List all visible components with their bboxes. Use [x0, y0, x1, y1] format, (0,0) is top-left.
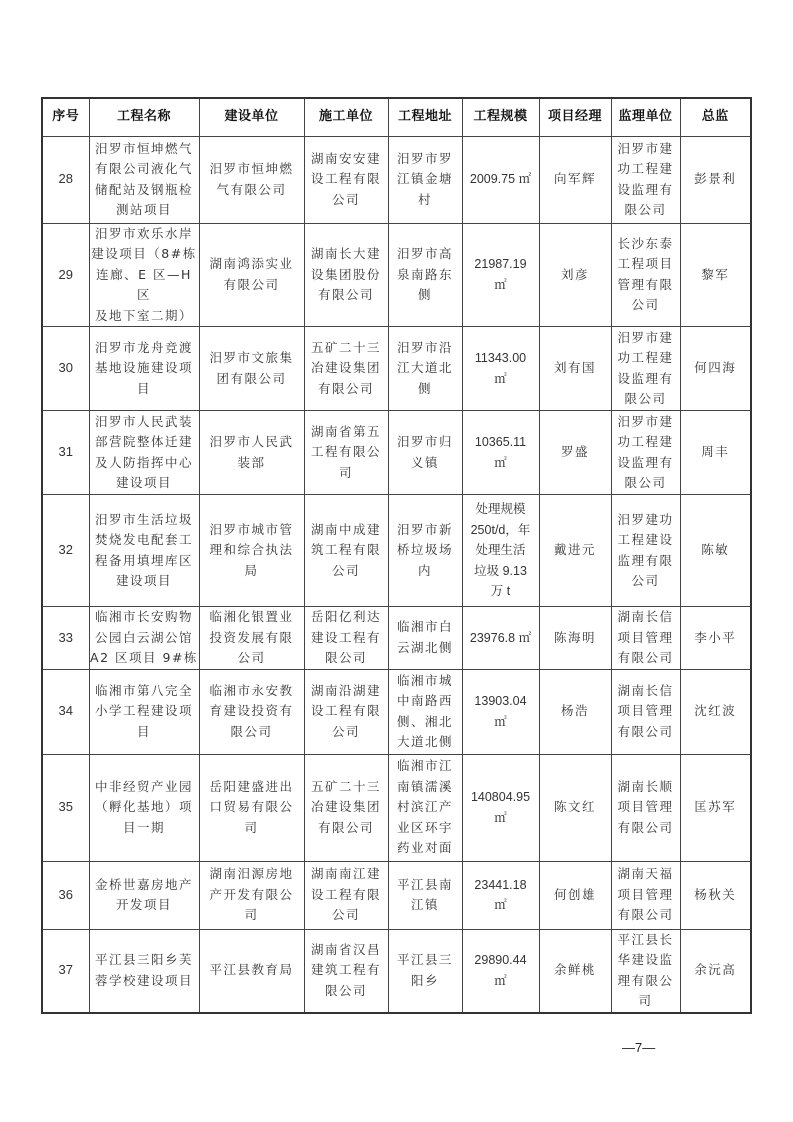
cell-project-manager: 陈文红	[539, 754, 611, 861]
header-address: 工程地址	[388, 98, 462, 136]
cell-supervisor: 长沙东泰 工程项目 管理有限 公司	[611, 223, 680, 327]
cell-chief-supervisor: 彭景利	[680, 136, 751, 223]
cell-project-name: 汨罗市龙舟竞渡 基地设施建设项 目	[89, 327, 199, 411]
cell-project-name: 汨罗市人民武装 部营院整体迁建 及人防指挥中心 建设项目	[89, 411, 199, 495]
cell-index: 37	[42, 929, 89, 1013]
cell-developer: 汨罗市文旅集 团有限公司	[199, 327, 304, 411]
cell-contractor: 湖南中成建 筑工程有限 公司	[304, 495, 388, 607]
header-developer: 建设单位	[199, 98, 304, 136]
cell-index: 33	[42, 607, 89, 670]
cell-index: 32	[42, 495, 89, 607]
cell-scale: 21987.19 ㎡	[462, 223, 539, 327]
cell-address: 临湘市江 南镇濡溪 村滨江产 业区环宇 药业对面	[388, 754, 462, 861]
cell-project-manager: 何创雄	[539, 861, 611, 929]
cell-contractor: 湖南长大建 设集团股份 有限公司	[304, 223, 388, 327]
table-row	[42, 929, 751, 1013]
cell-supervisor: 汨罗市建 功工程建 设监理有 限公司	[611, 411, 680, 495]
cell-developer: 汨罗市城市管 理和综合执法 局	[199, 495, 304, 607]
cell-project-manager: 向军辉	[539, 136, 611, 223]
cell-address: 汨罗市罗 江镇金塘 村	[388, 136, 462, 223]
cell-scale: 处理规模 250t/d，年 处理生活 垃圾 9.13 万 t	[462, 495, 539, 607]
cell-project-manager: 余鲜桃	[539, 929, 611, 1013]
cell-contractor: 岳阳亿利达 建设工程有 限公司	[304, 607, 388, 670]
cell-contractor: 湖南安安建 设工程有限 公司	[304, 136, 388, 223]
cell-contractor: 五矿二十三 冶建设集团 有限公司	[304, 754, 388, 861]
cell-chief-supervisor: 余沅高	[680, 929, 751, 1013]
cell-project-manager: 杨浩	[539, 669, 611, 754]
cell-supervisor: 汨罗建功 工程建设 监理有限 公司	[611, 495, 680, 607]
cell-scale: 10365.11 ㎡	[462, 411, 539, 495]
header-project-manager: 项目经理	[539, 98, 611, 136]
cell-chief-supervisor: 沈红波	[680, 669, 751, 754]
cell-index: 36	[42, 861, 89, 929]
cell-contractor: 湖南省第五 工程有限公 司	[304, 411, 388, 495]
table-row	[42, 411, 751, 495]
header-supervisor: 监理单位	[611, 98, 680, 136]
cell-scale: 13903.04 ㎡	[462, 669, 539, 754]
cell-chief-supervisor: 杨秋关	[680, 861, 751, 929]
table-row	[42, 607, 751, 670]
table-row	[42, 669, 751, 754]
cell-supervisor: 汨罗市建 功工程建 设监理有 限公司	[611, 327, 680, 411]
cell-index: 28	[42, 136, 89, 223]
table-row	[42, 223, 751, 327]
cell-index: 35	[42, 754, 89, 861]
cell-developer: 湖南鸿添实业 有限公司	[199, 223, 304, 327]
cell-supervisor: 汨罗市建 功工程建 设监理有 限公司	[611, 136, 680, 223]
cell-chief-supervisor: 何四海	[680, 327, 751, 411]
cell-index: 30	[42, 327, 89, 411]
cell-supervisor: 湖南长信 项目管理 有限公司	[611, 669, 680, 754]
project-table	[41, 97, 752, 1014]
cell-contractor: 五矿二十三 冶建设集团 有限公司	[304, 327, 388, 411]
cell-supervisor: 湖南长顺 项目管理 有限公司	[611, 754, 680, 861]
cell-project-manager: 刘彦	[539, 223, 611, 327]
header-project-name: 工程名称	[89, 98, 199, 136]
cell-address: 临湘市白 云湖北侧	[388, 607, 462, 670]
cell-chief-supervisor: 李小平	[680, 607, 751, 670]
page-number: —7—	[622, 1040, 656, 1055]
table-row	[42, 861, 751, 929]
cell-developer: 临湘市永安教 育建设投资有 限公司	[199, 669, 304, 754]
cell-scale: 23441.18 ㎡	[462, 861, 539, 929]
cell-developer: 平江县教育局	[199, 929, 304, 1013]
cell-address: 平江县南 江镇	[388, 861, 462, 929]
table-row	[42, 754, 751, 861]
cell-project-name: 临湘市第八完全 小学工程建设项 目	[89, 669, 199, 754]
cell-supervisor: 平江县长 华建设监 理有限公 司	[611, 929, 680, 1013]
table-row	[42, 495, 751, 607]
cell-address: 汨罗市高 泉南路东 侧	[388, 223, 462, 327]
cell-project-manager: 刘有国	[539, 327, 611, 411]
header-chief-supervisor: 总监	[680, 98, 751, 136]
cell-chief-supervisor: 匡苏军	[680, 754, 751, 861]
cell-project-name: 汨罗市生活垃圾 焚烧发电配套工 程备用填埋库区 建设项目	[89, 495, 199, 607]
cell-scale: 140804.95 ㎡	[462, 754, 539, 861]
cell-project-name: 金桥世嘉房地产 开发项目	[89, 861, 199, 929]
header-contractor: 施工单位	[304, 98, 388, 136]
cell-contractor: 湖南沿湖建 设工程有限 公司	[304, 669, 388, 754]
cell-project-manager: 罗盛	[539, 411, 611, 495]
cell-scale: 2009.75 ㎡	[462, 136, 539, 223]
cell-supervisor: 湖南长信 项目管理 有限公司	[611, 607, 680, 670]
table-row	[42, 327, 751, 411]
table-row	[42, 136, 751, 223]
cell-project-manager: 陈海明	[539, 607, 611, 670]
header-scale: 工程规模	[462, 98, 539, 136]
cell-scale: 29890.44 ㎡	[462, 929, 539, 1013]
cell-supervisor: 湖南天福 项目管理 有限公司	[611, 861, 680, 929]
cell-developer: 汨罗市人民武 装部	[199, 411, 304, 495]
cell-address: 临湘市城 中南路西 侧、湘北 大道北侧	[388, 669, 462, 754]
cell-address: 汨罗市沿 江大道北 侧	[388, 327, 462, 411]
cell-index: 31	[42, 411, 89, 495]
cell-address: 平江县三 阳乡	[388, 929, 462, 1013]
cell-project-name: 中非经贸产业园 （孵化基地）项 目一期	[89, 754, 199, 861]
cell-index: 29	[42, 223, 89, 327]
cell-contractor: 湖南省汉昌 建筑工程有 限公司	[304, 929, 388, 1013]
header-index: 序号	[42, 98, 89, 136]
cell-chief-supervisor: 周丰	[680, 411, 751, 495]
cell-address: 汨罗市新 桥垃圾场 内	[388, 495, 462, 607]
cell-chief-supervisor: 黎军	[680, 223, 751, 327]
cell-project-manager: 戴进元	[539, 495, 611, 607]
cell-scale: 23976.8 ㎡	[462, 607, 539, 670]
cell-project-name: 汨罗市欢乐水岸 建设项目（8#栋 连廊、E 区—H 区 及地下室二期）	[89, 223, 199, 327]
cell-scale: 11343.00 ㎡	[462, 327, 539, 411]
cell-chief-supervisor: 陈敏	[680, 495, 751, 607]
cell-project-name: 平江县三阳乡芙 蓉学校建设项目	[89, 929, 199, 1013]
cell-address: 汨罗市归 义镇	[388, 411, 462, 495]
cell-project-name: 汨罗市恒坤燃气 有限公司液化气 储配站及钢瓶检 测站项目	[89, 136, 199, 223]
cell-developer: 汨罗市恒坤燃 气有限公司	[199, 136, 304, 223]
cell-developer: 岳阳建盛进出 口贸易有限公 司	[199, 754, 304, 861]
cell-developer: 临湘化银置业 投资发展有限 公司	[199, 607, 304, 670]
cell-developer: 湖南汨源房地 产开发有限公 司	[199, 861, 304, 929]
cell-index: 34	[42, 669, 89, 754]
cell-contractor: 湖南南江建 设工程有限 公司	[304, 861, 388, 929]
table-header-row	[42, 98, 751, 136]
cell-project-name: 临湘市长安购物 公园白云湖公馆 A2 区项目 9#栋	[89, 607, 199, 670]
